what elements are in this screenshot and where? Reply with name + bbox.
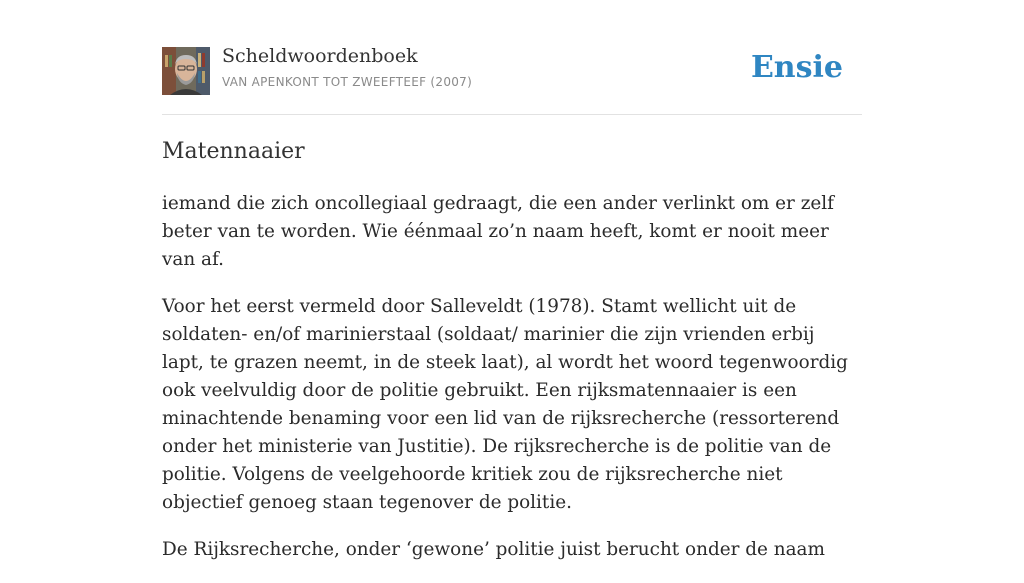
author-photo-icon bbox=[162, 47, 210, 95]
entry-body bbox=[162, 190, 862, 583]
entry-paragraph: De Rijksrecherche, onder ‘gewone’ politie juist berucht onder de naam bbox=[162, 539, 825, 560]
entry-paragraph: iemand die zich oncollegiaal gedraagt, die een ander verlinkt om er zelf beter van te worden. Wie éénmaal zo’n naam heeft, komt er nooit meer van af. bbox=[162, 193, 834, 270]
source-header bbox=[162, 0, 862, 115]
entry-title: Matennaaier bbox=[162, 139, 305, 164]
source-subtitle: VAN APENKONT TOT ZWEEFTEEF (2007) bbox=[222, 75, 473, 89]
ensie-logo-link[interactable]: Ensie bbox=[750, 50, 843, 85]
page-container bbox=[162, 0, 862, 560]
entry-paragraph: Voor het eerst vermeld door Salleveldt (1978). Stamt wellicht uit de soldaten- en/of marinierstaal (soldaat/ marinier die zijn vrienden erbij lapt, te grazen neemt, in de steek laat), al wordt het woord tegenwoordig ook veelvuldig door de politie gebruikt. Een rijksmatennaaier is een minachtende benaming voor een lid van de rijksrecherche (ressorterend onder het ministerie van Justitie). De rijksrecherche is de politie van de politie. Volgens de veelgehoorde kritiek zou de rijksrecherche niet objectief genoeg staan tegenover de politie. bbox=[162, 296, 848, 513]
source-title[interactable]: Scheldwoordenboek bbox=[222, 45, 418, 67]
avatar[interactable] bbox=[162, 47, 210, 95]
